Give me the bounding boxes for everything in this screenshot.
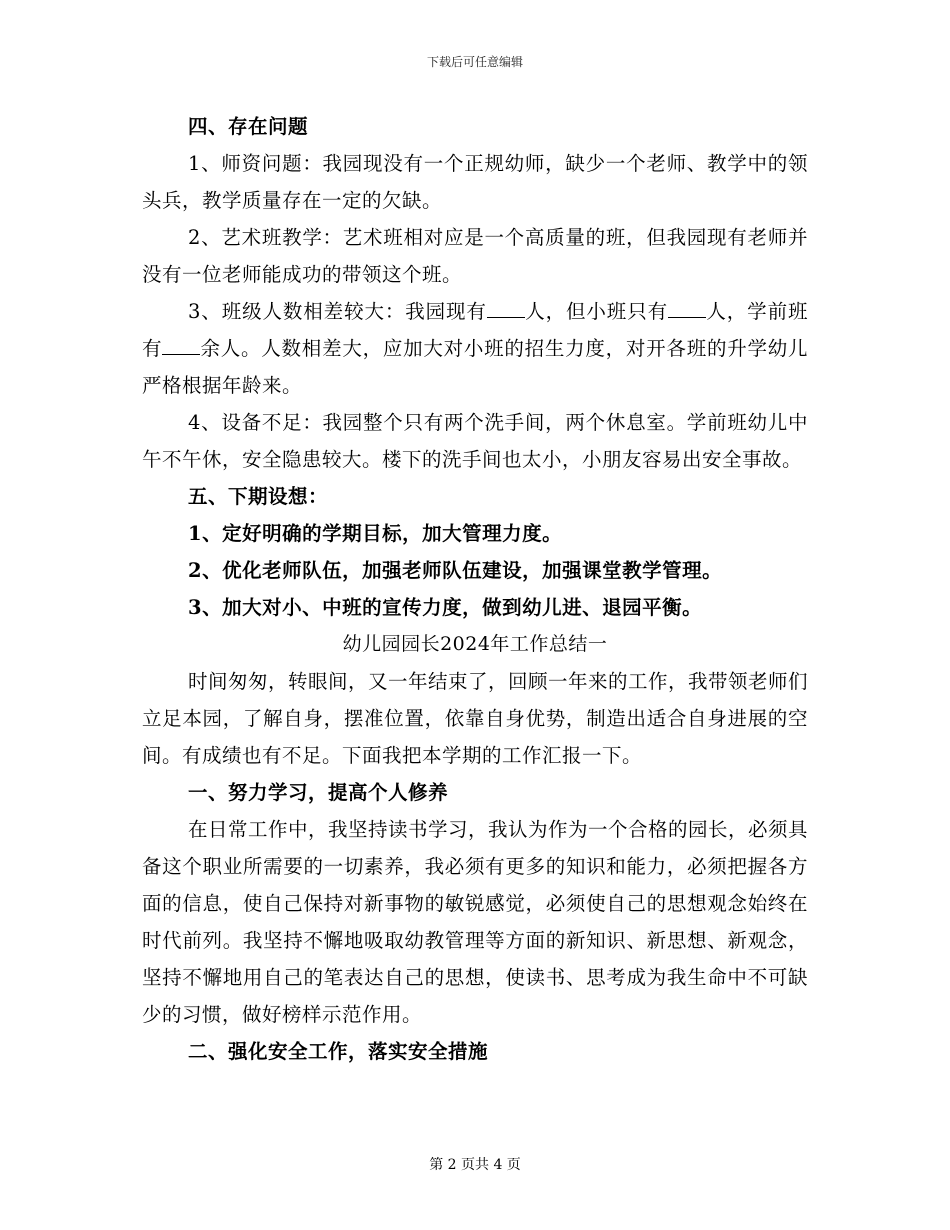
list-item: 2、优化老师队伍，加强老师队伍建设，加强课堂教学管理。 xyxy=(188,559,723,582)
paragraph: 时间匆匆，转眼间，又一年结束了，回顾一年来的工作，我带领老师们立足本园，了解自身，摆准位置，依靠自身优势，制造出适合自身进展的空间。有成绩也有不足。下面我把本学期的工作汇报一下。 xyxy=(142,670,809,767)
section-heading: 二、强化安全工作，落实安全措施 xyxy=(188,1040,489,1063)
paragraph: 2、艺术班教学：艺术班相对应是一个高质量的班，但我园现有老师并没有一位老师能成功的带领这个班。 xyxy=(142,226,808,286)
section-heading: 四、存在问题 xyxy=(188,115,309,138)
paragraph-text: 人，学前班有 xyxy=(142,300,808,360)
list-item: 3、加大对小、中班的宣传力度，做到幼儿进、退园平衡。 xyxy=(188,596,703,619)
list-item: 1、定好明确的学期目标，加大管理力度。 xyxy=(188,522,563,545)
page-footer: 第 2 页共 4 页 xyxy=(429,1157,521,1173)
page-header: 下载后可任意编辑 xyxy=(426,55,523,69)
paragraph-text: 3、班级人数相差较大：我园现有 xyxy=(188,300,487,323)
section-heading: 一、努力学习，提高个人修养 xyxy=(188,781,449,804)
paragraph: 1、师资问题：我园现没有一个正规幼师，缺少一个老师、教学中的领头兵，教学质量存在一定的欠缺。 xyxy=(142,152,808,212)
fill-in-blank xyxy=(668,299,706,318)
paragraph: 4、设备不足：我园整个只有两个洗手间，两个休息室。学前班幼儿中午不午休，安全隐患较大。楼下的洗手间也太小，小朋友容易出安全事故。 xyxy=(142,411,808,471)
paragraph: 在日常工作中，我坚持读书学习，我认为作为一个合格的园长，必须具备这个职业所需要的一切素养，我必须有更多的知识和能力，必须把握各方面的信息，使自己保持对新事物的敏锐感觉，必须使自己的思想观念始终在时代前列。我坚持不懈地吸取幼教管理等方面的新知识、新思想、新观念，坚持不懈地用自己的笔表达自己的思想，使读书、思考成为我生命中不可缺少的习惯，做好榜样示范作用。 xyxy=(142,818,809,1026)
fill-in-blank xyxy=(487,299,525,318)
section-heading: 五、下期设想： xyxy=(188,485,329,508)
article-title: 幼儿园园长2024年工作总结一 xyxy=(342,633,608,655)
fill-in-blank xyxy=(162,336,200,355)
paragraph xyxy=(142,293,808,404)
paragraph-text: 人，但小班只有 xyxy=(524,300,668,323)
paragraph-text: 余人。人数相差大，应加大对小班的招生力度，对开各班的升学幼儿严格根据年龄来。 xyxy=(142,337,808,397)
document-body xyxy=(142,108,808,1070)
